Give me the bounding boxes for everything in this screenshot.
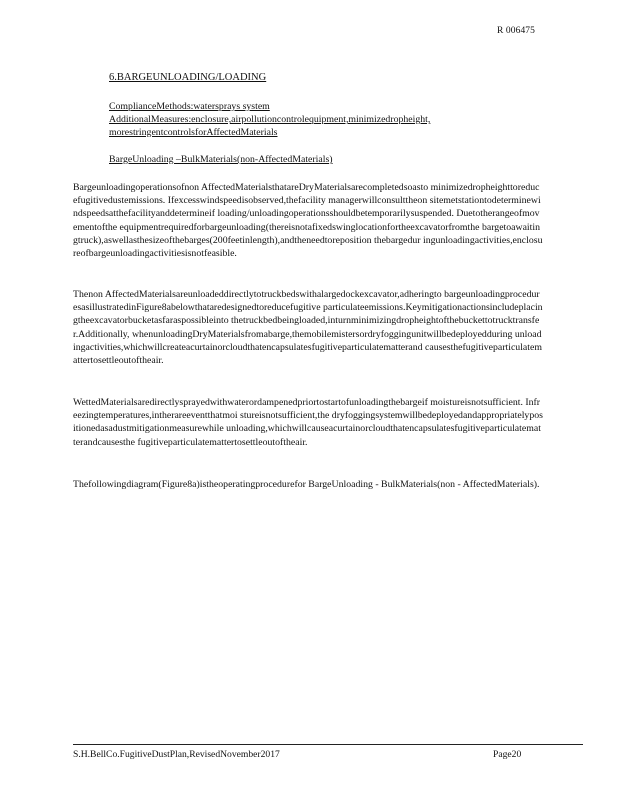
paragraph-2: Thenon AffectedMaterialsareunloadeddirectlytotruckbedswithalargedockexcavator,adheringto bargeunloadingproceduresasillustratedinFigure8abelowthataredesignedtoreducefugitive particulateemissions.Keymitigationactionsincludeplacingtheexcavatorbucketasfaraspossibleinto thetruckbedbeingloaded,inturnminimizingdropheightofthebuckettotrucktransfer.Additionally, whenunloadingDryMaterialsfromabarge,themobilemistersordryfoggingunitwillbedeployedduring unloadingactivities,whichwillcreateacurtainorcloudthatencapsulatesfugitiveparticulatematterand causesthefugitiveparticulatemattertosettleoutoftheair.: [73, 289, 543, 367]
paragraph-4: Thefollowingdiagram(Figure8a)istheoperatingprocedurefor BargeUnloading - BulkMaterials(non - AffectedMaterials).: [73, 479, 540, 490]
additional-measures-line: AdditionalMeasures:enclosure,airpollutioncontrolequipment,minimizedropheight,: [109, 114, 431, 125]
additional-measures-continuation: morestringentcontrolsforAffectedMaterials: [109, 127, 278, 138]
section-title: 6.BARGEUNLOADING/LOADING: [109, 72, 267, 83]
subheading: BargeUnloading –BulkMaterials(non-AffectedMaterials): [109, 154, 333, 165]
paragraph-3: WettedMaterialsaredirectlysprayedwithwaterordampenedpriortostartofunloadingthebargeif moistureisnotsufficient. Infreezingtemperatures,intherareeventthatmoi stureisnotsufficient,the dryfoggingsystemwillbedeployedandappropriatelypositionedasadustmitigationmeasurewhile unloading,whichwillcauseacurtainorcloudthatencapsulatesfugitiveparticulatematterandcausesthe fugitiveparticulatemattertosettleoutoftheair.: [73, 397, 543, 448]
page-number: Page20: [493, 749, 522, 760]
compliance-block: [109, 100, 529, 139]
footer-divider: [73, 744, 583, 745]
compliance-methods-line: ComplianceMethods:watersprays system: [109, 101, 270, 112]
document-id: R 006475: [497, 26, 536, 36]
footer-document-title: S.H.BellCo.FugitiveDustPlan,RevisedNovember2017: [73, 749, 280, 760]
paragraph-1: Bargeunloadingoperationsofnon AffectedMaterialsthatareDryMaterialsarecompletedsoasto minimizedropheighttoreducefugitivedustemissions. Ifexcesswindspeedisobserved,thefacility managerwillconsulttheon sitemetstationtodeterminewindspeedsatthefacilityanddetermineif loading/unloadingoperationsshouldbetemporarilysuspended. Duetotherangeofmovementofthe equipmentrequiredforbargeunloading(thereisnotafixedswinglocationfortheexcavatorfromthe bargetoawaitingtruck),aswellasthesizeofthebarges(200feetinlength),andtheneedtoreposition thebargedur ingunloadingactivities,enclosureofbargeunloadingactivitiesisnotfeasible.: [73, 182, 543, 260]
